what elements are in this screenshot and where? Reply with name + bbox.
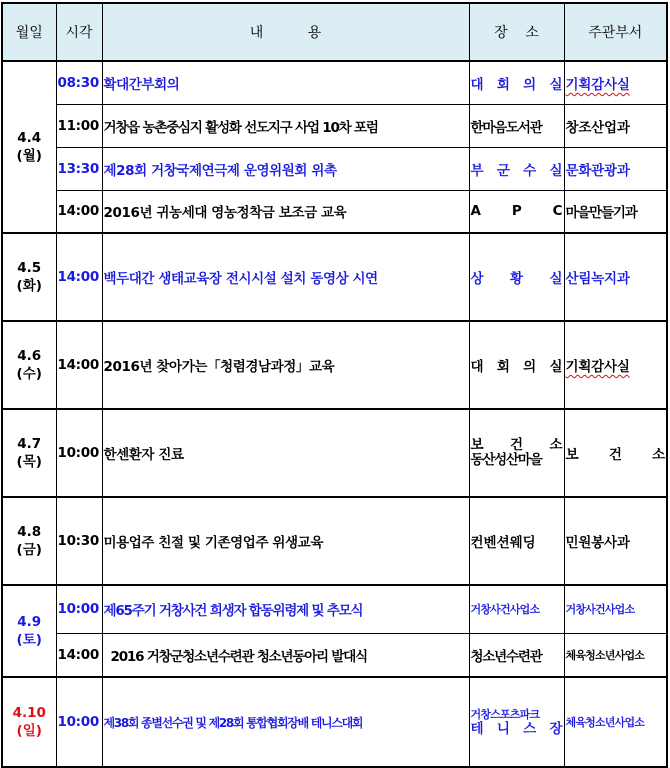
event-content: 2016년 귀농세대 영농정착금 보조금 교육 (102, 190, 469, 233)
event-place: 대 회 의 실 (469, 321, 564, 409)
day-date-cell (2, 677, 56, 767)
event-place-line2: 동산성산마을 (470, 452, 542, 468)
event-time: 13:30 (56, 147, 102, 190)
day-weekday: (목) (16, 454, 42, 470)
day-weekday: (화) (16, 278, 42, 294)
day-date-cell (2, 497, 56, 585)
event-dept: 창조산업과 (564, 104, 667, 147)
event-content: 한센환자 진료 (102, 409, 469, 497)
day-date-cell (2, 321, 56, 409)
event-place (469, 409, 564, 497)
table-row (2, 409, 667, 497)
event-content: 거창읍 농촌중심지 활성화 선도지구 사업 10차 포럼 (102, 104, 469, 147)
event-place (469, 677, 564, 767)
day-date: 4.10 (12, 705, 46, 721)
day-date-cell (2, 61, 56, 233)
event-dept: 마을만들기과 (564, 190, 667, 233)
day-date: 4.9 (17, 614, 42, 630)
day-date-cell (2, 585, 56, 677)
event-place: 청소년수련관 (469, 633, 564, 677)
day-weekday: (일) (16, 723, 42, 739)
day-date: 4.4 (17, 130, 42, 146)
event-dept (564, 321, 667, 409)
event-content: 제65주기 거창사건 희생자 합동위령제 및 추모식 (102, 585, 469, 633)
day-date-cell (2, 409, 56, 497)
day-date-cell (2, 233, 56, 321)
header-time: 시각 (56, 3, 102, 61)
table-row (2, 633, 667, 677)
table-row (2, 190, 667, 233)
event-place-line2: 테 니 스 장 (470, 721, 563, 737)
day-weekday: (수) (16, 366, 42, 382)
event-content: 확대간부회의 (102, 61, 469, 104)
event-time: 10:30 (56, 497, 102, 585)
event-content: 제28회 거창국제연극제 운영위원회 위촉 (102, 147, 469, 190)
event-content: 미용업주 친절 및 기존영업주 위생교육 (102, 497, 469, 585)
event-time: 14:00 (56, 321, 102, 409)
event-dept: 민원봉사과 (564, 497, 667, 585)
table-row (2, 321, 667, 409)
table-row (2, 104, 667, 147)
event-dept: 보 건 소 (564, 409, 667, 497)
event-dept: 문화관광과 (564, 147, 667, 190)
table-row (2, 677, 667, 767)
event-place: 컨벤션웨딩 (469, 497, 564, 585)
event-content: 2016 거창군청소년수련관 청소년동아리 발대식 (102, 633, 469, 677)
header-content: 내 용 (102, 3, 469, 61)
day-date: 4.5 (17, 260, 42, 276)
day-weekday: (토) (16, 632, 42, 648)
day-date: 4.7 (17, 436, 42, 452)
event-dept: 체육청소년사업소 (564, 633, 667, 677)
header-dept: 주관부서 (564, 3, 667, 61)
event-dept-text: 기획감사실 (565, 76, 630, 93)
table-row (2, 585, 667, 633)
event-place-line1: 보 건 소 (470, 437, 563, 453)
event-place-line1: 거창스포츠파크 (470, 708, 540, 721)
event-dept-text: 기획감사실 (565, 359, 630, 375)
event-content: 제38회 종별선수권 및 제28회 통합협회장배 테니스대회 (102, 677, 469, 767)
event-dept: 거창사건사업소 (564, 585, 667, 633)
event-content: 백두대간 생태교육장 전시시설 설치 동영상 시연 (102, 233, 469, 321)
event-time: 10:00 (56, 409, 102, 497)
event-place: A P C (469, 190, 564, 233)
event-place: 부 군 수 실 (469, 147, 564, 190)
event-time: 14:00 (56, 633, 102, 677)
day-weekday: (금) (16, 542, 42, 558)
event-time: 14:00 (56, 233, 102, 321)
day-date: 4.6 (17, 348, 42, 364)
schedule-table (1, 2, 668, 768)
event-dept: 산림녹지과 (564, 233, 667, 321)
header-row (2, 3, 667, 61)
event-place: 상 황 실 (469, 233, 564, 321)
event-dept (564, 61, 667, 104)
event-place: 대 회 의 실 (469, 61, 564, 104)
event-time: 14:00 (56, 190, 102, 233)
event-time: 11:00 (56, 104, 102, 147)
table-row (2, 233, 667, 321)
event-time: 08:30 (56, 61, 102, 104)
event-time: 10:00 (56, 585, 102, 633)
table-row (2, 147, 667, 190)
day-date: 4.8 (17, 524, 42, 540)
event-time: 10:00 (56, 677, 102, 767)
table-row (2, 61, 667, 104)
event-content: 2016년 찾아가는「청렴경남과정」교육 (102, 321, 469, 409)
event-place: 한마음도서관 (469, 104, 564, 147)
event-dept: 체육청소년사업소 (564, 677, 667, 767)
event-place: 거창사건사업소 (469, 585, 564, 633)
day-weekday: (월) (16, 148, 42, 164)
header-place: 장 소 (469, 3, 564, 61)
table-row (2, 497, 667, 585)
header-date: 월일 (2, 3, 56, 61)
